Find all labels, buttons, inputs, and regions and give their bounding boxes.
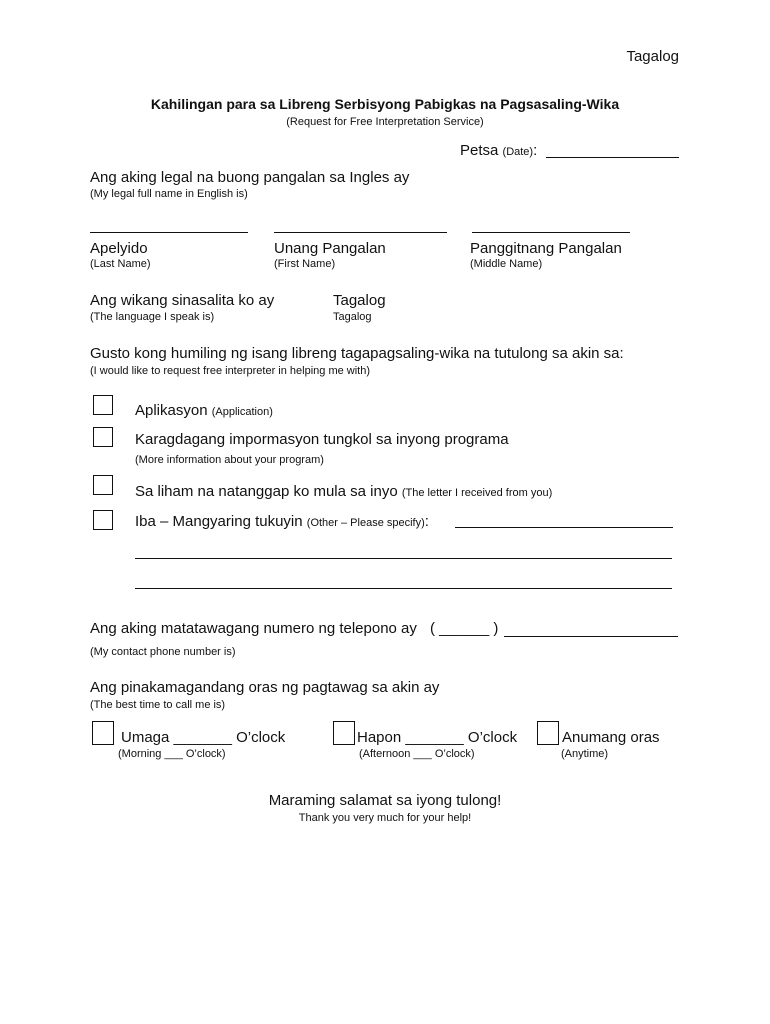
last-name-field[interactable] [90, 232, 248, 233]
language-prompt: Ang wikang sinasalita ko ay [90, 292, 275, 309]
more-info-option-en: (More information about your program) [135, 454, 324, 466]
other-specify-line-3[interactable] [135, 588, 672, 589]
afternoon-option-en: (Afternoon ___ O’clock) [359, 748, 475, 760]
name-prompt: Ang aking legal na buong pangalan sa Ingles ay [90, 169, 410, 186]
letter-option: Sa liham na natanggap ko mula sa inyo (The letter I received from you) [135, 483, 553, 500]
language-value-en: Tagalog [333, 311, 372, 323]
page-title: Kahilingan para sa Libreng Serbisyong Pabigkas na Pagsasaling-Wika [150, 96, 620, 112]
name-prompt-en: (My legal full name in English is) [90, 188, 248, 200]
last-name-label: Apelyido [90, 240, 148, 257]
date-label: Petsa (Date): [460, 142, 538, 159]
letter-checkbox[interactable] [93, 475, 113, 495]
afternoon-option: Hapon _______ O’clock [357, 729, 518, 746]
request-prompt-en: (I would like to request free interpreter in helping me with) [90, 365, 371, 377]
anytime-option-en: (Anytime) [561, 748, 609, 760]
application-option: Aplikasyon (Application) [135, 402, 273, 419]
thanks-text: Maraming salamat sa iyong tulong! [268, 792, 502, 809]
page-subtitle: (Request for Free Interpretation Service) [286, 116, 484, 128]
anytime-checkbox[interactable] [537, 721, 559, 745]
more-info-checkbox[interactable] [93, 427, 113, 447]
first-name-label-en: (First Name) [274, 258, 336, 270]
other-specify-field[interactable] [455, 527, 673, 528]
phone-area-code[interactable]: ( ______ ) [430, 620, 499, 637]
date-field[interactable] [546, 157, 679, 158]
language-tag: Tagalog [626, 48, 679, 65]
morning-checkbox[interactable] [92, 721, 114, 745]
language-value: Tagalog [333, 292, 386, 309]
other-specify-line-2[interactable] [135, 558, 672, 559]
morning-option-en: (Morning ___ O’clock) [118, 748, 226, 760]
other-option: Iba – Mangyaring tukuyin (Other – Please specify): [135, 513, 429, 530]
first-name-label: Unang Pangalan [274, 240, 386, 257]
anytime-option: Anumang oras [562, 729, 660, 746]
time-prompt-en: (The best time to call me is) [90, 699, 226, 711]
middle-name-label: Panggitnang Pangalan [470, 240, 622, 257]
other-checkbox[interactable] [93, 510, 113, 530]
request-prompt: Gusto kong humiling ng isang libreng tagapagsaling-wika na tutulong sa akin sa: [90, 345, 624, 362]
time-prompt: Ang pinakamagandang oras ng pagtawag sa akin ay [90, 679, 440, 696]
phone-number-field[interactable] [504, 636, 678, 637]
thanks-text-en: Thank you very much for your help! [298, 812, 472, 824]
morning-option: Umaga _______ O’clock [121, 729, 286, 746]
middle-name-label-en: (Middle Name) [470, 258, 543, 270]
first-name-field[interactable] [274, 232, 447, 233]
middle-name-field[interactable] [472, 232, 630, 233]
more-info-option: Karagdagang impormasyon tungkol sa inyong programa [135, 431, 509, 448]
afternoon-checkbox[interactable] [333, 721, 355, 745]
phone-prompt: Ang aking matatawagang numero ng telepono ay [90, 620, 417, 637]
application-checkbox[interactable] [93, 395, 113, 415]
phone-prompt-en: (My contact phone number is) [90, 646, 236, 658]
last-name-label-en: (Last Name) [90, 258, 151, 270]
language-prompt-en: (The language I speak is) [90, 311, 215, 323]
